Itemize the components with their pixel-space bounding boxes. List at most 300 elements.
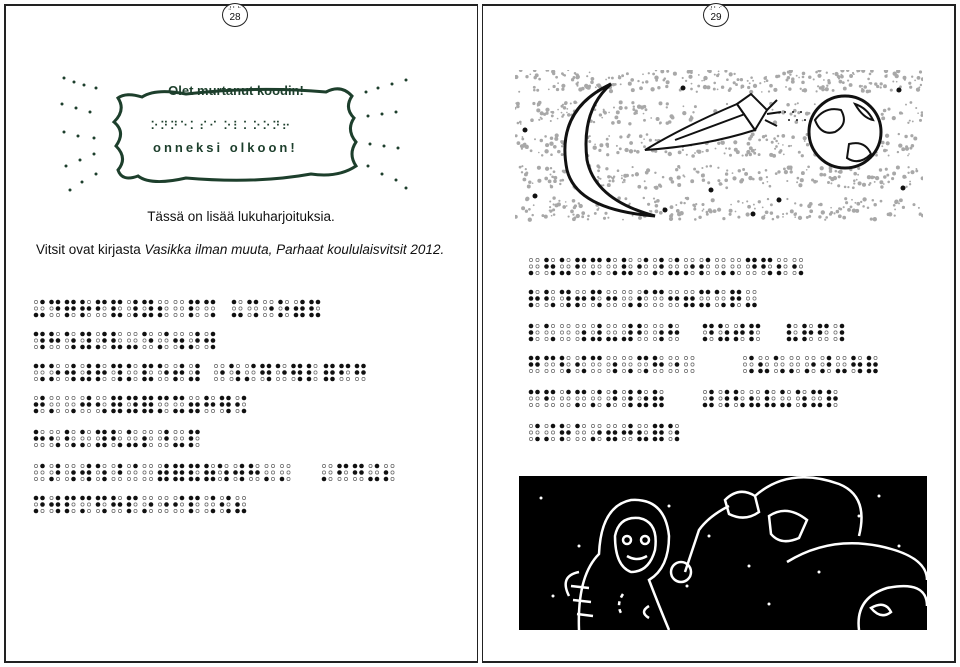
braille-dot <box>582 271 585 274</box>
braille-dot <box>765 356 768 359</box>
braille-dot <box>226 409 231 414</box>
braille-dot <box>731 265 734 268</box>
braille-dot <box>195 464 200 469</box>
braille-dot <box>715 265 718 268</box>
braille-dot <box>189 464 194 469</box>
braille-dot <box>809 330 814 335</box>
braille-dot <box>87 332 92 337</box>
braille-dot <box>629 356 632 359</box>
braille-dot <box>164 464 169 469</box>
braille-dot <box>292 377 295 380</box>
braille-dot <box>205 332 208 335</box>
braille-dot <box>149 509 152 512</box>
braille-dot <box>591 356 596 361</box>
braille-dot <box>71 443 76 448</box>
braille-dot <box>669 369 672 372</box>
braille-dot <box>314 364 317 367</box>
braille-dot <box>41 477 44 480</box>
braille-dot <box>118 430 121 433</box>
braille-dot <box>81 437 84 440</box>
braille-dot <box>765 396 770 401</box>
braille-dot <box>529 258 532 261</box>
braille-dot <box>211 338 216 343</box>
braille-dot <box>613 369 618 374</box>
braille-dot <box>725 396 730 401</box>
braille-dot <box>768 258 773 263</box>
braille-dot <box>269 306 274 311</box>
braille-dot <box>263 307 266 310</box>
braille-dot <box>825 331 828 334</box>
braille-dot <box>818 390 823 395</box>
braille-dot <box>809 324 812 327</box>
braille-dot <box>591 424 594 427</box>
braille-dot <box>87 470 92 475</box>
braille-dot <box>134 371 137 374</box>
banner-title: Olet murtanut koodin! <box>168 83 304 98</box>
braille-dot <box>730 303 735 308</box>
braille-dot <box>644 431 647 434</box>
braille-dot <box>189 339 192 342</box>
braille-dot <box>529 369 532 372</box>
braille-dot <box>149 306 154 311</box>
braille-dot <box>261 377 264 380</box>
braille-dot <box>143 339 146 342</box>
braille-dot <box>118 470 123 475</box>
braille-dot <box>772 397 775 400</box>
braille-dot <box>684 265 687 268</box>
braille-dot <box>591 258 596 263</box>
braille-dot <box>81 339 84 342</box>
braille-dot <box>111 345 116 350</box>
braille-dot <box>189 364 192 367</box>
braille-dot <box>858 369 863 374</box>
braille-dot <box>96 437 99 440</box>
braille-dot <box>836 356 839 359</box>
braille-dot <box>638 258 641 261</box>
braille-dot <box>591 437 596 442</box>
braille-dot <box>142 364 147 369</box>
book-title: Vasikka ilman muuta, Parhaat koululaisvitsit 2012. <box>144 242 445 257</box>
braille-dot <box>777 264 782 269</box>
braille-dot <box>40 345 45 350</box>
braille-dot <box>34 471 37 474</box>
braille-dot <box>158 339 161 342</box>
braille-dot <box>40 402 45 407</box>
braille-dot <box>127 437 130 440</box>
braille-dot <box>391 471 394 474</box>
braille-dot <box>307 377 312 382</box>
braille-dot <box>567 324 570 327</box>
braille-dot <box>87 464 92 469</box>
braille-dot <box>118 313 123 318</box>
braille-dot <box>118 370 123 375</box>
braille-dot <box>653 297 656 300</box>
braille-dot <box>582 390 587 395</box>
braille-dot <box>867 362 872 367</box>
braille-dot <box>340 377 343 380</box>
braille-dot <box>65 370 70 375</box>
braille-dot <box>827 390 832 395</box>
braille-dot <box>165 345 168 348</box>
braille-dot <box>236 409 239 412</box>
braille-dot <box>236 496 239 499</box>
braille-dot <box>740 403 745 408</box>
braille-dot <box>142 396 147 401</box>
braille-dot <box>582 258 587 263</box>
braille-dot <box>628 396 633 401</box>
braille-dot <box>65 300 70 305</box>
braille-dot <box>710 337 713 340</box>
braille-dot <box>330 370 335 375</box>
braille-dot <box>703 397 706 400</box>
braille-dot <box>622 258 627 263</box>
braille-dot <box>300 300 305 305</box>
braille-dot <box>384 470 389 475</box>
braille-dot <box>205 509 208 512</box>
braille-dot <box>628 390 633 395</box>
braille-dot <box>644 271 647 274</box>
braille-dot <box>734 330 739 335</box>
braille-dot <box>127 477 130 480</box>
braille-dot <box>134 477 137 480</box>
braille-dot <box>536 258 539 261</box>
braille-dot <box>375 477 380 482</box>
braille-dot <box>134 364 137 367</box>
braille-dot <box>836 369 841 374</box>
braille-dot <box>102 430 107 435</box>
braille-dot <box>750 390 753 393</box>
braille-dot <box>50 313 53 316</box>
braille-dot <box>659 437 664 442</box>
braille-dot <box>102 436 107 441</box>
braille-dot <box>597 430 602 435</box>
braille-dot <box>34 509 39 514</box>
braille-dot <box>765 403 770 408</box>
braille-dot <box>72 503 75 506</box>
braille-dot <box>118 396 123 401</box>
braille-dot <box>127 409 132 414</box>
braille-dot <box>225 464 228 467</box>
braille-dot <box>629 258 632 261</box>
braille-dot <box>368 477 373 482</box>
page-number-left <box>222 3 248 27</box>
braille-dot <box>746 258 751 263</box>
braille-dot <box>637 324 642 329</box>
braille-dot <box>741 397 744 400</box>
braille-dot <box>329 471 332 474</box>
braille-dot <box>180 477 185 482</box>
braille-dot <box>597 258 602 263</box>
braille-dot <box>56 300 61 305</box>
braille-dot <box>234 477 237 480</box>
braille-dot <box>802 324 807 329</box>
braille-dot <box>316 313 321 318</box>
braille-dot <box>660 297 663 300</box>
braille-dot <box>205 496 208 499</box>
braille-dot <box>653 265 656 268</box>
braille-dot <box>638 424 641 427</box>
braille-dot <box>560 290 565 295</box>
braille-dot <box>87 338 92 343</box>
braille-dot <box>771 403 776 408</box>
braille-dot <box>576 331 579 334</box>
braille-dot <box>637 437 642 442</box>
braille-dot <box>346 377 349 380</box>
braille-dot <box>173 338 178 343</box>
braille-dot <box>72 396 75 399</box>
braille-dot <box>34 345 37 348</box>
braille-dot <box>72 403 75 406</box>
braille-dot <box>96 364 101 369</box>
braille-dot <box>787 337 792 342</box>
braille-dot <box>56 496 61 501</box>
braille-dot <box>242 403 245 406</box>
braille-dot <box>195 496 200 501</box>
braille-dot <box>576 369 579 372</box>
braille-dot <box>777 271 782 276</box>
braille-dot <box>737 303 740 306</box>
braille-dot <box>337 464 342 469</box>
braille-dot <box>50 471 53 474</box>
braille-dot <box>189 332 192 335</box>
braille-dot <box>560 337 563 340</box>
braille-dot <box>613 390 618 395</box>
braille-dot <box>204 464 209 469</box>
braille-dot <box>247 300 252 305</box>
braille-dot <box>545 363 548 366</box>
braille-dot <box>784 258 787 261</box>
braille-dot <box>353 477 356 480</box>
braille-dot <box>582 324 585 327</box>
braille-dot <box>112 464 115 467</box>
braille-dot <box>737 271 740 274</box>
braille-dot <box>205 503 208 506</box>
braille-dot <box>827 403 832 408</box>
braille-dot <box>134 430 137 433</box>
braille-dot <box>607 271 610 274</box>
braille-dot <box>127 471 130 474</box>
braille-dot <box>249 470 254 475</box>
braille-dot <box>226 402 231 407</box>
braille-dot <box>529 437 532 440</box>
braille-dot <box>149 471 152 474</box>
braille-dot <box>211 300 216 305</box>
braille-dot <box>309 300 314 305</box>
braille-dot <box>529 362 534 367</box>
braille-dot <box>220 402 225 407</box>
braille-dot <box>591 337 596 342</box>
braille-dot <box>722 258 725 261</box>
braille-dot <box>65 396 68 399</box>
braille-dot <box>613 430 618 435</box>
braille-dot <box>536 369 539 372</box>
braille-dot <box>703 337 708 342</box>
braille-dot <box>34 496 39 501</box>
braille-dot <box>834 324 837 327</box>
braille-dot <box>787 397 790 400</box>
braille-dot <box>360 477 363 480</box>
braille-dot <box>836 363 839 366</box>
braille-dot <box>87 364 92 369</box>
braille-dot <box>644 331 647 334</box>
braille-dot <box>722 297 725 300</box>
braille-dot <box>143 496 146 499</box>
braille-dot <box>644 297 647 300</box>
braille-dot <box>703 324 708 329</box>
intro-line-2 <box>36 242 444 257</box>
braille-dot <box>544 258 549 263</box>
braille-dot <box>718 337 723 342</box>
braille-dot <box>653 430 658 435</box>
braille-dot <box>158 306 163 311</box>
braille-dot <box>606 258 611 263</box>
braille-dot <box>229 364 234 369</box>
braille-dot <box>294 300 297 303</box>
braille-dot <box>81 464 84 467</box>
braille-dot <box>260 364 265 369</box>
braille-dot <box>659 337 664 342</box>
braille-dot <box>653 424 658 429</box>
braille-dot <box>784 265 787 268</box>
braille-dot <box>127 313 130 316</box>
braille-dot <box>843 363 846 366</box>
braille-dot <box>567 437 570 440</box>
braille-dot <box>111 313 116 318</box>
braille-dot <box>545 303 548 306</box>
braille-dot <box>71 377 76 382</box>
braille-dot <box>337 470 342 475</box>
braille-dot <box>867 356 872 361</box>
braille-dot <box>638 363 641 366</box>
braille-dot <box>545 424 548 427</box>
braille-dot <box>56 403 59 406</box>
braille-dot <box>544 390 549 395</box>
braille-dot <box>780 390 785 395</box>
braille-dot <box>536 324 539 327</box>
braille-dot <box>824 324 829 329</box>
braille-dot <box>591 363 594 366</box>
braille-dot <box>668 324 673 329</box>
braille-dot <box>529 390 534 395</box>
braille-dot <box>597 390 602 395</box>
braille-dot <box>749 337 754 342</box>
braille-dot <box>118 345 123 350</box>
astronaut-space-illustration <box>519 476 927 630</box>
braille-dot <box>149 396 154 401</box>
braille-dot <box>72 332 75 335</box>
braille-dot <box>567 397 570 400</box>
braille-dot <box>220 370 225 375</box>
braille-dot <box>235 502 240 507</box>
braille-dot <box>768 271 773 276</box>
braille-dot <box>134 437 137 440</box>
braille-dot <box>812 356 815 359</box>
braille-dot <box>607 331 610 334</box>
braille-dot <box>551 403 554 406</box>
braille-dot <box>195 370 200 375</box>
braille-dot <box>551 297 554 300</box>
braille-dot <box>165 496 168 499</box>
braille-dot <box>204 402 209 407</box>
braille-dot <box>551 290 554 293</box>
braille-dot <box>189 436 194 441</box>
braille-dot <box>102 509 107 514</box>
braille-dot <box>756 403 761 408</box>
braille-dot <box>56 364 59 367</box>
braille-dot <box>87 306 92 311</box>
braille-dot <box>802 337 807 342</box>
braille-dot <box>355 377 358 380</box>
braille-dot <box>529 397 532 400</box>
braille-dot <box>622 331 625 334</box>
braille-dot <box>719 397 722 400</box>
braille-dot <box>873 369 878 374</box>
braille-dot <box>56 396 59 399</box>
braille-dot <box>790 363 793 366</box>
braille-dot <box>34 443 37 446</box>
braille-dot <box>598 271 601 274</box>
page-number-braille: ⠼⠃⠓ <box>228 6 242 12</box>
braille-dot <box>637 303 642 308</box>
braille-dot <box>659 396 664 401</box>
braille-dot <box>173 396 178 401</box>
braille-dot <box>220 502 225 507</box>
braille-dot <box>391 464 394 467</box>
braille-dot <box>567 265 570 268</box>
braille-dot <box>756 397 759 400</box>
braille-dot <box>232 313 237 318</box>
braille-dot <box>34 377 37 380</box>
braille-dot <box>684 271 689 276</box>
braille-dot <box>669 290 672 293</box>
braille-dot <box>71 364 76 369</box>
braille-dot <box>772 390 775 393</box>
braille-dot <box>874 356 877 359</box>
braille-dot <box>851 362 856 367</box>
braille-dot <box>111 306 116 311</box>
braille-dot <box>254 307 257 310</box>
braille-dot <box>256 477 259 480</box>
braille-dot <box>756 390 759 393</box>
braille-dot <box>96 339 99 342</box>
braille-dot <box>211 332 216 337</box>
braille-dot <box>221 377 224 380</box>
braille-dot <box>173 370 178 375</box>
braille-dot <box>675 337 678 340</box>
braille-dot <box>149 345 152 348</box>
braille-dot <box>143 464 146 467</box>
braille-dot <box>582 337 587 342</box>
braille-dot <box>40 338 45 343</box>
braille-dot <box>792 264 797 269</box>
braille-dot <box>196 307 199 310</box>
braille-dot <box>278 300 283 305</box>
braille-dot <box>180 403 183 406</box>
braille-dot <box>173 470 178 475</box>
braille-dot <box>173 464 178 469</box>
braille-dot <box>249 464 254 469</box>
braille-dot <box>659 430 664 435</box>
braille-dot <box>50 345 53 348</box>
braille-dot <box>551 424 556 429</box>
braille-dot <box>840 330 845 335</box>
braille-dot <box>149 464 152 467</box>
braille-dot <box>740 324 745 329</box>
braille-dot <box>309 306 314 311</box>
braille-dot <box>196 396 199 399</box>
braille-dot <box>628 369 633 374</box>
braille-dot <box>96 370 101 375</box>
